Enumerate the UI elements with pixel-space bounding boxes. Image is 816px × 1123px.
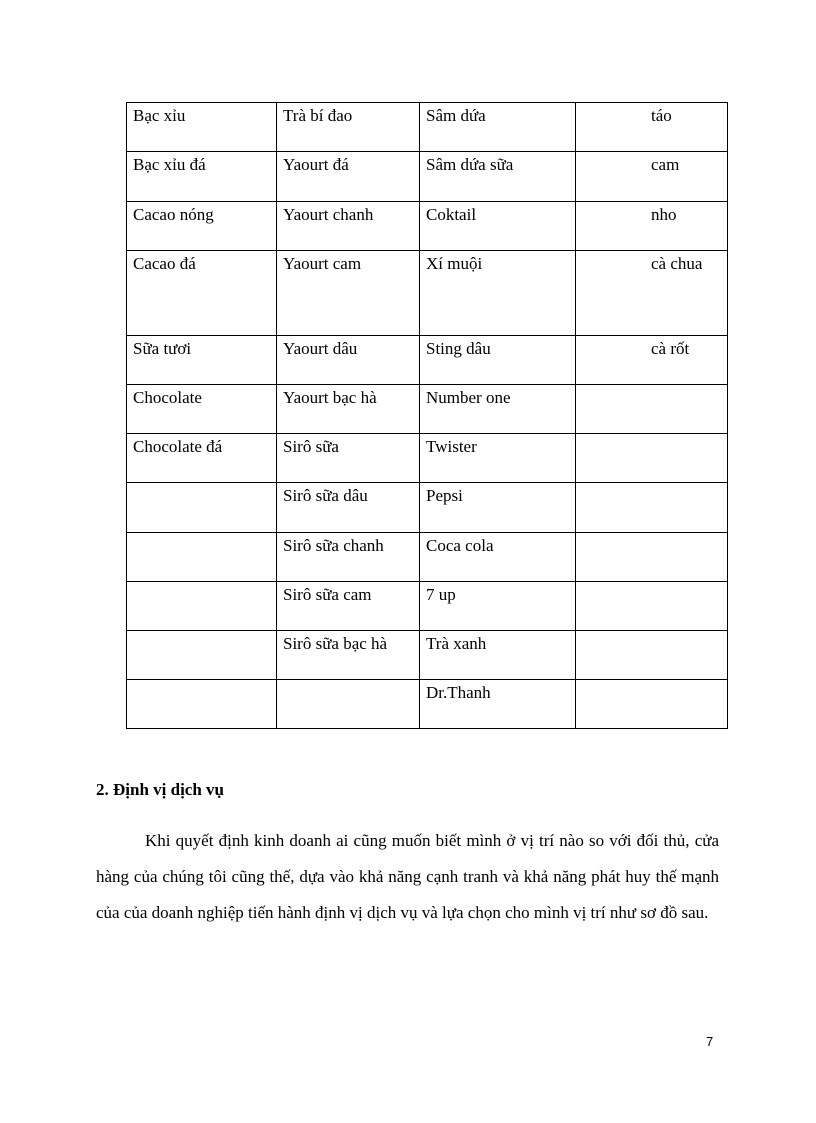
table-row (127, 582, 728, 631)
table-cell: Sirô sữa (277, 434, 420, 483)
table-cell (576, 483, 728, 533)
table-row (127, 631, 728, 680)
table-cell: cam (576, 152, 728, 202)
table-cell (576, 680, 728, 729)
table-cell: táo (576, 103, 728, 152)
table-cell (127, 533, 277, 582)
table-cell: Sirô sữa dâu (277, 483, 420, 533)
table-cell: Yaourt bạc hà (277, 385, 420, 434)
table-row (127, 385, 728, 434)
table-row (127, 533, 728, 582)
table-cell (277, 680, 420, 729)
table-row (127, 202, 728, 251)
table-cell: Yaourt đá (277, 152, 420, 202)
table-cell: cà chua (576, 251, 728, 336)
table-cell (576, 631, 728, 680)
table-row (127, 251, 728, 336)
table-cell: Yaourt chanh (277, 202, 420, 251)
table-cell: Sting dâu (420, 336, 576, 385)
table-cell: Cacao nóng (127, 202, 277, 251)
table-cell: Trà bí đao (277, 103, 420, 152)
table-row (127, 336, 728, 385)
table-cell: Coktail (420, 202, 576, 251)
table-cell: Dr.Thanh (420, 680, 576, 729)
table-row (127, 103, 728, 152)
table-cell: Sâm dứa (420, 103, 576, 152)
table-cell: Bạc xỉu (127, 103, 277, 152)
table-cell: Sirô sữa cam (277, 582, 420, 631)
table-cell (576, 434, 728, 483)
table-cell: Yaourt cam (277, 251, 420, 336)
table-cell: Sirô sữa bạc hà (277, 631, 420, 680)
table-cell (127, 631, 277, 680)
table-cell (127, 680, 277, 729)
table-cell (576, 385, 728, 434)
table-cell (576, 533, 728, 582)
table-cell: Chocolate đá (127, 434, 277, 483)
table-cell (127, 582, 277, 631)
table-cell (576, 582, 728, 631)
table-cell: Sâm dứa sữa (420, 152, 576, 202)
section-heading: 2. Định vị dịch vụ (96, 780, 225, 799)
table-cell: Twister (420, 434, 576, 483)
table-row (127, 434, 728, 483)
section-paragraph: Khi quyết định kinh doanh ai cũng muốn biết mình ở vị trí nào so với đối thủ, cửa hàng của chúng tôi cũng thế, dựa vào khả năng cạnh tranh và khả năng phát huy thế mạnh của của doanh nghiệp tiến hành định vị dịch vụ và lựa chọn cho mình vị trí như sơ đồ sau. (96, 831, 719, 922)
table-cell: Trà xanh (420, 631, 576, 680)
table-cell: Cacao đá (127, 251, 277, 336)
table-cell: Chocolate (127, 385, 277, 434)
table-cell: Sữa tươi (127, 336, 277, 385)
page-number: 7 (706, 1034, 714, 1049)
drinks-menu-table (126, 102, 728, 729)
table-cell: nho (576, 202, 728, 251)
table-cell: 7 up (420, 582, 576, 631)
table-row (127, 152, 728, 202)
table-cell: Sirô sữa chanh (277, 533, 420, 582)
table-cell (127, 483, 277, 533)
table-cell: cà rốt (576, 336, 728, 385)
table-cell: Xí muội (420, 251, 576, 336)
table-cell: Coca cola (420, 533, 576, 582)
table-cell: Pepsi (420, 483, 576, 533)
table-cell: Yaourt dâu (277, 336, 420, 385)
table-cell: Bạc xỉu đá (127, 152, 277, 202)
table-row (127, 483, 728, 533)
table-cell: Number one (420, 385, 576, 434)
table-row (127, 680, 728, 729)
